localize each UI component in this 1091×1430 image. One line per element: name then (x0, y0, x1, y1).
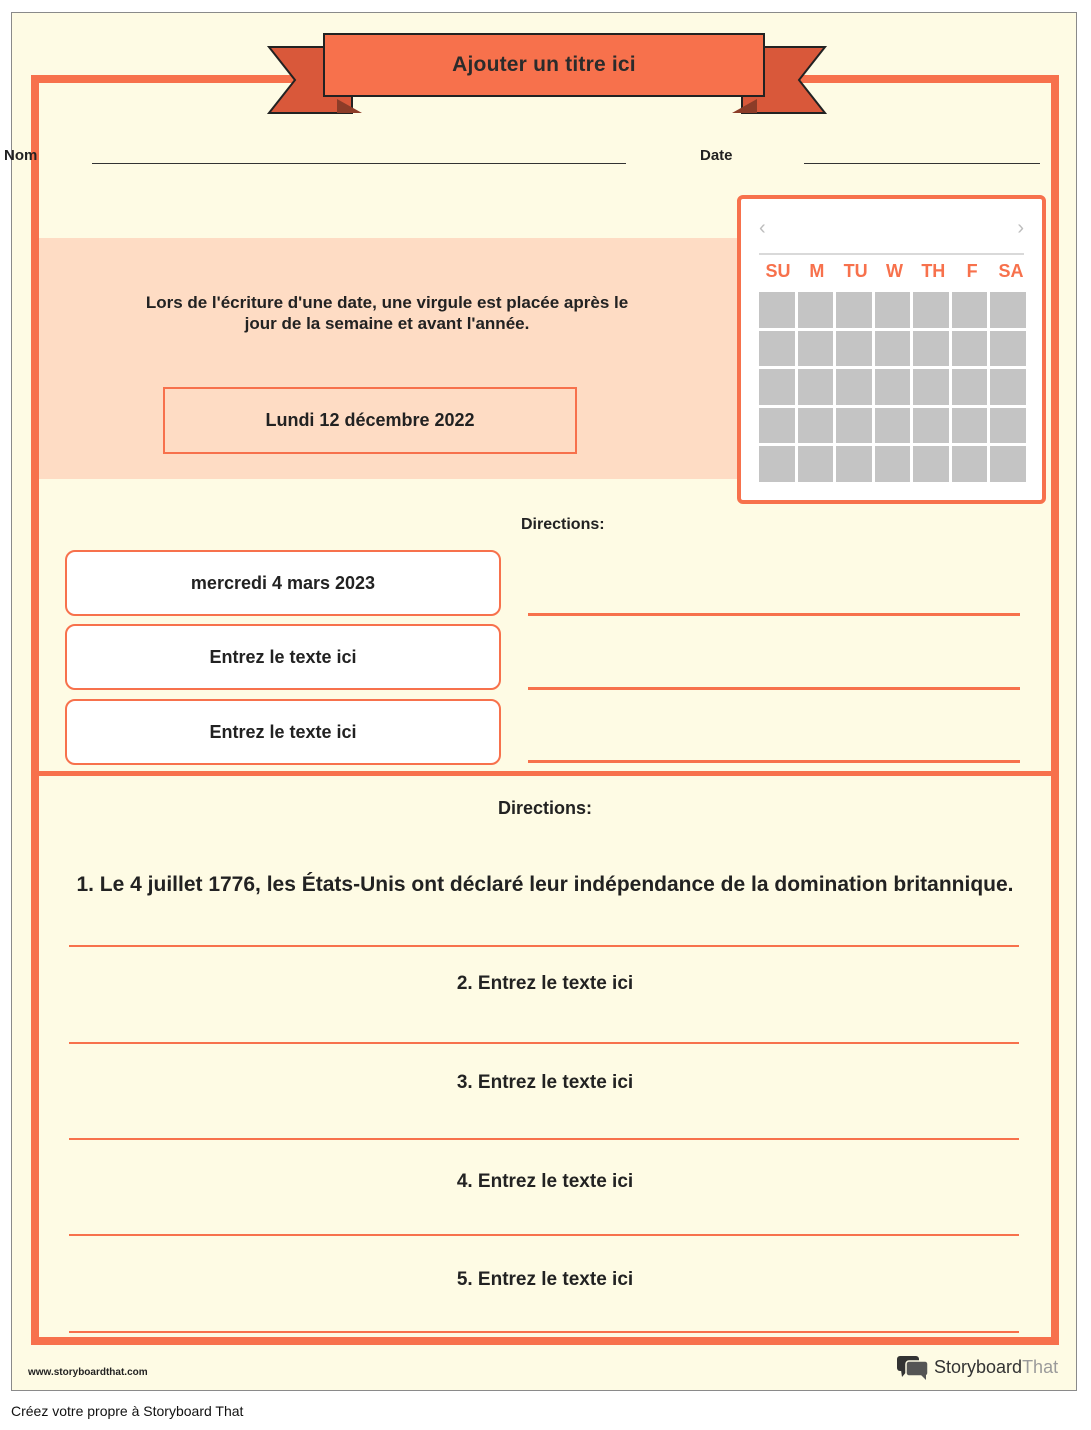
calendar-day-cell[interactable] (798, 369, 834, 405)
calendar-day-cell[interactable] (759, 408, 795, 444)
question-line-3[interactable] (69, 1138, 1019, 1140)
calendar-nav (759, 207, 1024, 255)
calendar-day-cell[interactable] (875, 408, 911, 444)
calendar-day-cell[interactable] (759, 292, 795, 328)
calendar-day-cell[interactable] (759, 369, 795, 405)
worksheet (4, 12, 1077, 1391)
calendar-day-cell[interactable] (875, 331, 911, 367)
weekday-w: W (885, 261, 903, 281)
calendar-day-cell[interactable] (836, 331, 872, 367)
calendar-day-cell[interactable] (798, 292, 834, 328)
weekday-f: F (966, 261, 978, 281)
question-5[interactable]: 5. Entrez le texte ici (456, 1269, 634, 1290)
calendar-grid (759, 292, 1026, 482)
calendar-day-cell[interactable] (836, 408, 872, 444)
name-label: Nom (4, 147, 38, 164)
directions-label-1: Directions: (521, 516, 605, 533)
calendar-weekdays (759, 261, 1030, 282)
logo-accent: That (1022, 1356, 1059, 1377)
calendar-day-cell[interactable] (990, 331, 1026, 367)
calendar-day-cell[interactable] (875, 446, 911, 482)
calendar-day-cell[interactable] (913, 331, 949, 367)
calendar-day-cell[interactable] (913, 292, 949, 328)
question-3[interactable]: 3. Entrez le texte ici (456, 1072, 634, 1093)
calendar-day-cell[interactable] (952, 292, 988, 328)
calendar-day-cell[interactable] (836, 369, 872, 405)
date-box-2[interactable]: Entrez le texte ici (65, 624, 501, 690)
calendar-day-cell[interactable] (913, 369, 949, 405)
calendar-day-cell[interactable] (836, 446, 872, 482)
speech-bubbles-icon (896, 1354, 930, 1380)
calendar-day-cell[interactable] (990, 408, 1026, 444)
calendar-day-cell[interactable] (798, 331, 834, 367)
example-date-box: Lundi 12 décembre 2022 (163, 387, 577, 454)
calendar-day-cell[interactable] (952, 331, 988, 367)
website-url[interactable]: www.storyboardthat.com (28, 1367, 148, 1378)
question-2[interactable]: 2. Entrez le texte ici (456, 973, 634, 994)
calendar-day-cell[interactable] (798, 408, 834, 444)
calendar-day-cell[interactable] (759, 446, 795, 482)
question-line-1[interactable] (69, 945, 1019, 947)
answer-line-2[interactable] (528, 687, 1020, 690)
question-line-4[interactable] (69, 1234, 1019, 1236)
weekday-th: TH (921, 261, 946, 281)
chevron-left-icon[interactable]: ‹ (759, 217, 766, 239)
date-line[interactable] (804, 163, 1040, 164)
weekday-tu: TU (843, 261, 868, 281)
calendar-day-cell[interactable] (913, 446, 949, 482)
calendar-day-cell[interactable] (990, 292, 1026, 328)
answer-line-3[interactable] (528, 760, 1020, 763)
calendar-day-cell[interactable] (836, 292, 872, 328)
create-your-own-link[interactable]: Créez votre propre à Storyboard That (11, 1403, 244, 1419)
info-text: Lors de l'écriture d'une date, une virgule est placée après le jour de la semaine et avant l'année. (145, 293, 629, 333)
weekday-sa: SA (998, 261, 1024, 281)
calendar-day-cell[interactable] (990, 446, 1026, 482)
chevron-right-icon[interactable]: › (1017, 217, 1024, 239)
calendar-day-cell[interactable] (875, 292, 911, 328)
calendar-day-cell[interactable] (798, 446, 834, 482)
question-4[interactable]: 4. Entrez le texte ici (456, 1171, 634, 1192)
section-divider (31, 771, 1059, 776)
calendar-day-cell[interactable] (952, 408, 988, 444)
date-box-1[interactable]: mercredi 4 mars 2023 (65, 550, 501, 616)
question-line-5[interactable] (69, 1331, 1019, 1333)
page-title[interactable]: Ajouter un titre ici (323, 33, 765, 97)
calendar-day-cell[interactable] (952, 446, 988, 482)
date-label: Date (700, 147, 733, 164)
weekday-su: SU (765, 261, 791, 281)
calendar-day-cell[interactable] (952, 369, 988, 405)
date-box-3[interactable]: Entrez le texte ici (65, 699, 501, 765)
logo-text (934, 1357, 1058, 1378)
question-line-2[interactable] (69, 1042, 1019, 1044)
calendar-day-cell[interactable] (875, 369, 911, 405)
calendar-day-cell[interactable] (759, 331, 795, 367)
calendar (737, 195, 1046, 504)
question-1[interactable]: 1. Le 4 juillet 1776, les États-Unis ont déclaré leur indépendance de la domination britannique. (76, 873, 1014, 896)
name-line[interactable] (92, 163, 626, 164)
directions-label-2: Directions: (497, 798, 593, 818)
storyboardthat-logo[interactable] (896, 1354, 1058, 1380)
calendar-day-cell[interactable] (990, 369, 1026, 405)
answer-line-1[interactable] (528, 613, 1020, 616)
logo-main: Storyboard (934, 1356, 1023, 1377)
calendar-day-cell[interactable] (913, 408, 949, 444)
weekday-m: M (809, 261, 825, 281)
